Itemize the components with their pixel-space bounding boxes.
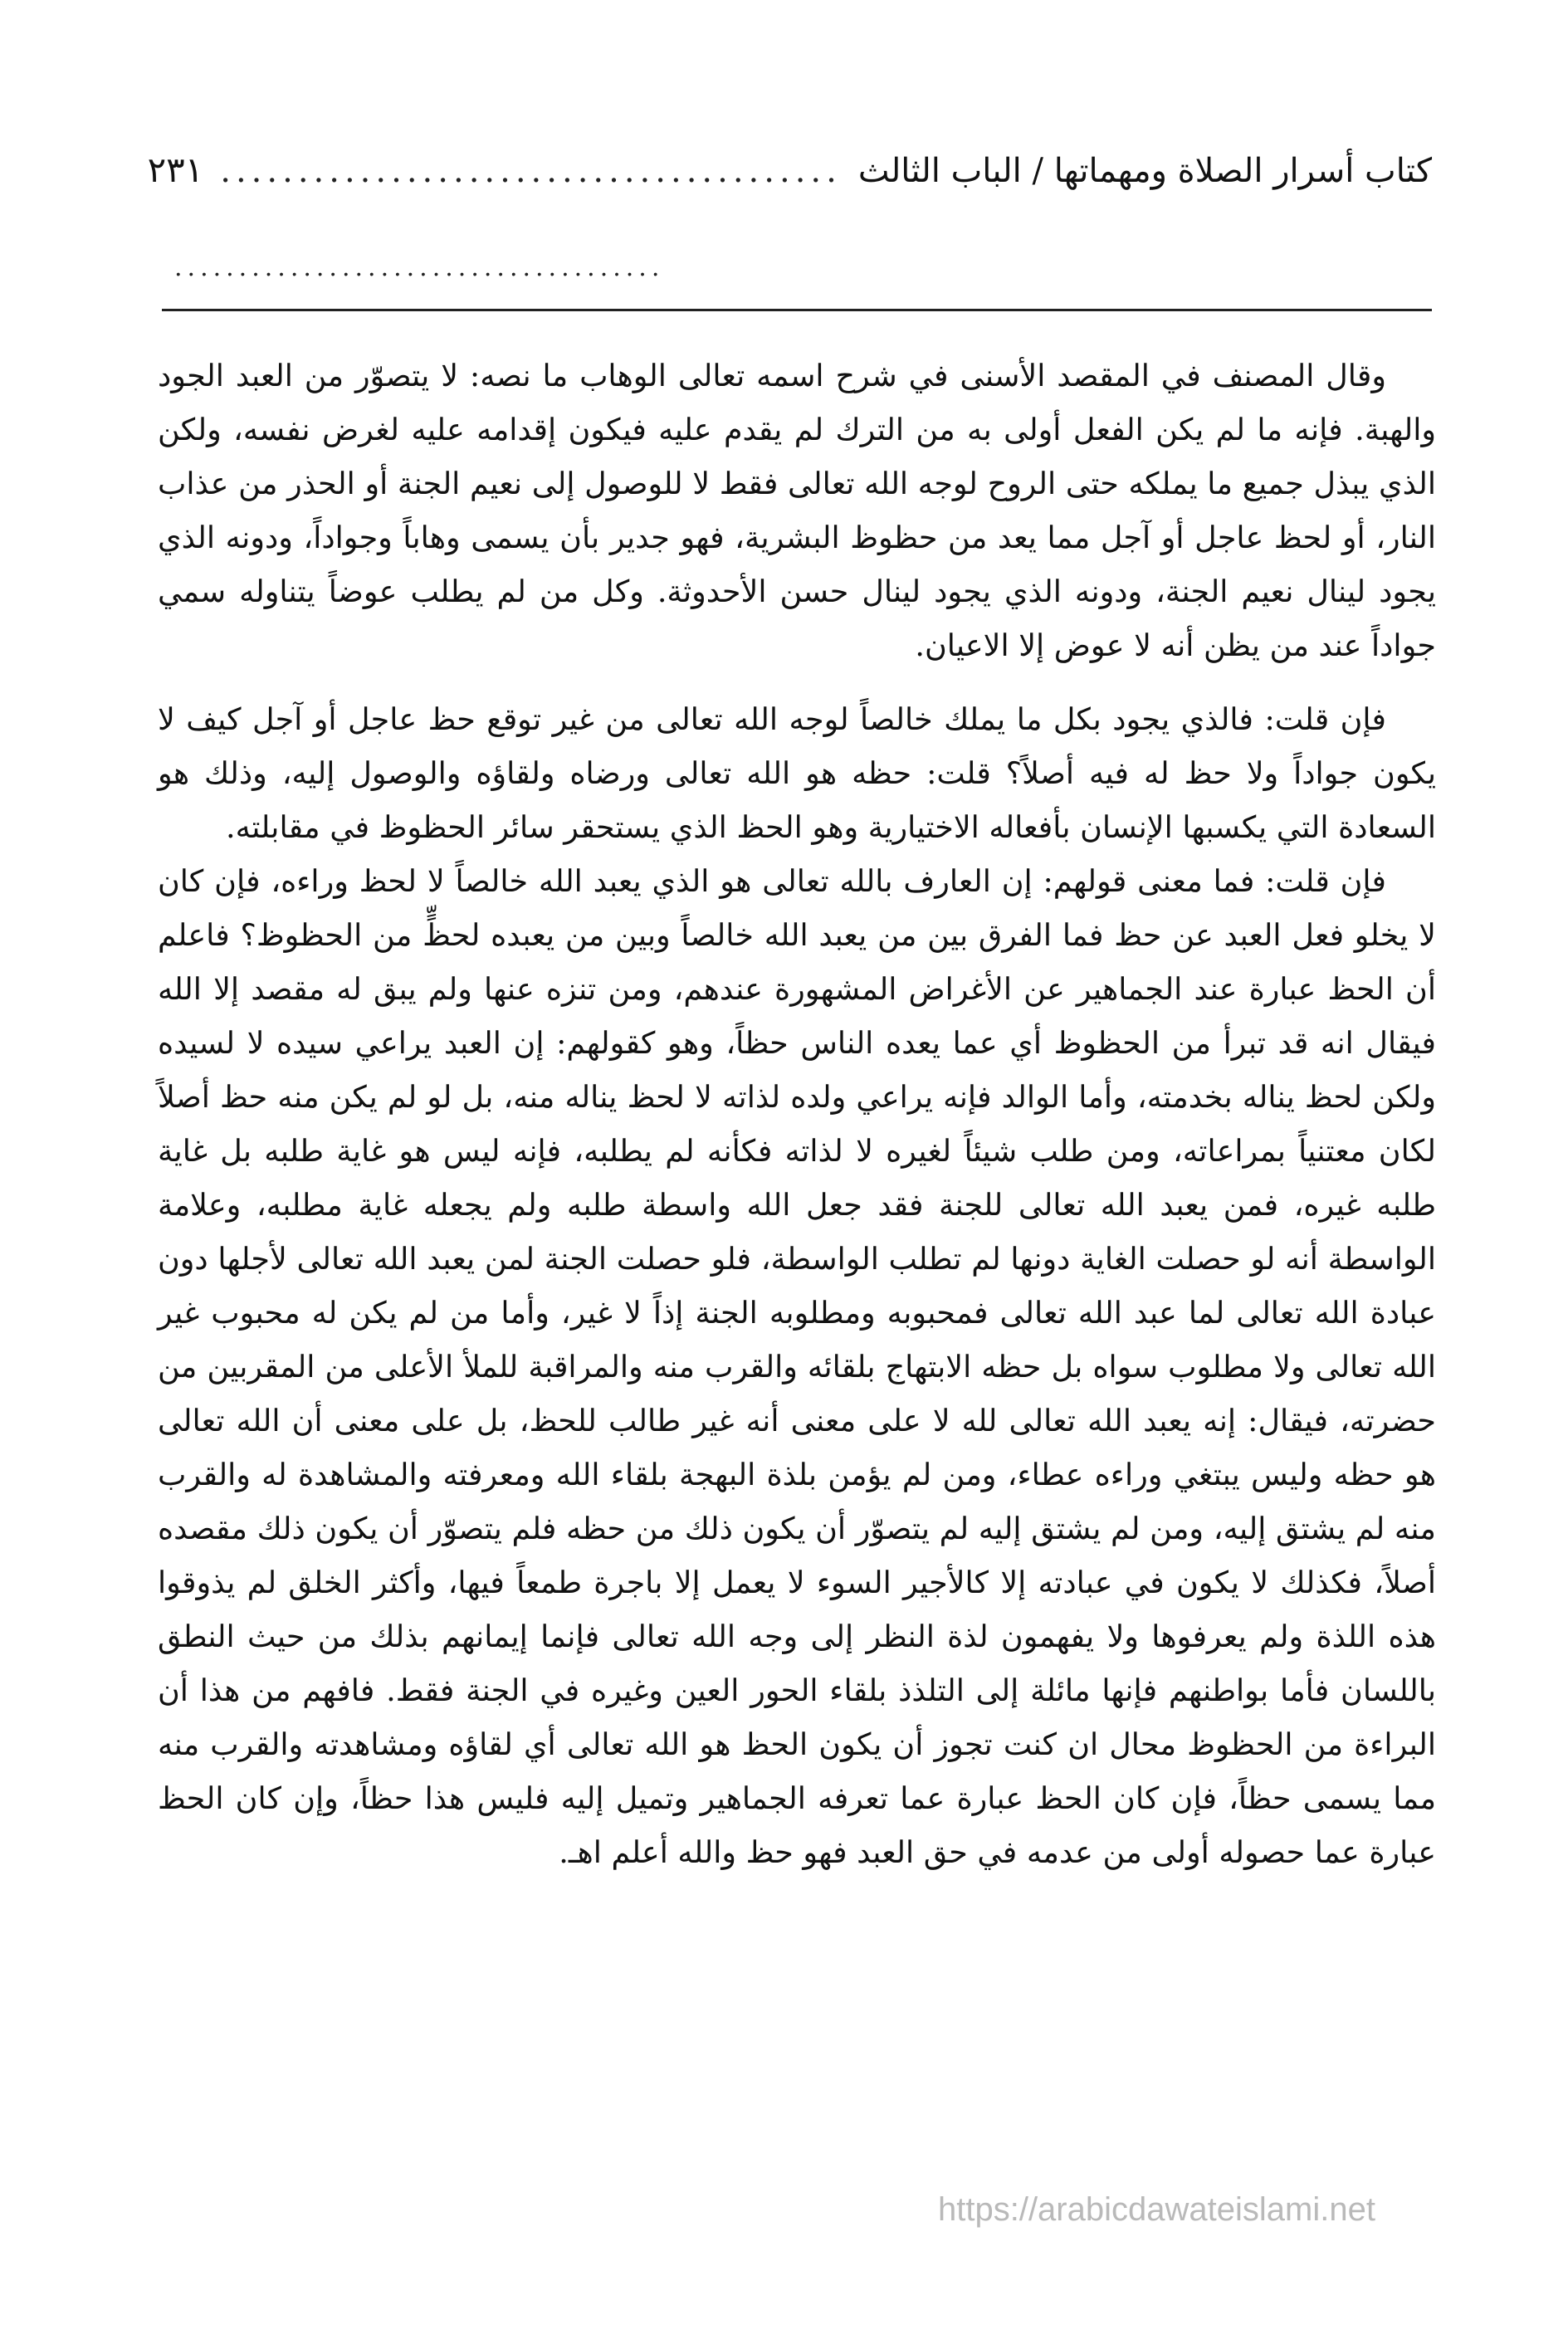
body-text — [158, 349, 1436, 1879]
paragraph-2: فإن قلت: فالذي يجود بكل ما يملك خالصاً لوجه الله تعالى من غير توقع حظ عاجل أو آجل كيف لا يكون جواداً ولا حظ له فيه أصلاً؟ قلت: حظه هو الله تعالى ورضاه ولقاؤه والوصول إليه، وذلك هو السعادة التي يكسبها الإنسان بأفعاله الاختيارية وهو الحظ الذي يستحقر سائر الحظوظ في مقابلته. — [158, 701, 1436, 845]
header-rule — [162, 309, 1432, 311]
watermark-url: https://arabicdawateislami.net — [938, 2191, 1375, 2228]
header-title: كتاب أسرار الصلاة ومهماتها / الباب الثالث — [857, 152, 1432, 190]
page-number: ٢٣١ — [147, 149, 204, 190]
paragraph-1: وقال المصنف في المقصد الأسنى في شرح اسمه تعالى الوهاب ما نصه: لا يتصوّر من العبد الجود والهبة. فإنه ما لم يكن الفعل أولى به من الترك لم يقدم عليه فيكون إقدامه عليه لغرض نفسه، ولكن الذي يبذل جميع ما يملكه حتى الروح لوجه الله تعالى فقط لا للوصول إلى نعيم الجنة أو الحذر من عذاب النار، أو لحظ عاجل أو آجل مما يعد من حظوظ البشرية، فهو جدير بأن يسمى وهاباً وجواداً، ودونه الذي يجود لينال نعيم الجنة، ودونه الذي يجود لينال حسن الأحدوثة. وكل من لم يطلب عوضاً يتناوله سمي جواداً عند من يظن أنه لا عوض إلا الاعيان. — [158, 358, 1436, 663]
paragraph-3: فإن قلت: فما معنى قولهم: إن العارف بالله تعالى هو الذي يعبد الله خالصاً لا لحظ وراءه، فإن كان لا يخلو فعل العبد عن حظ فما الفرق بين من يعبد الله خالصاً وبين من يعبده لحظٍّ من الحظوظ؟ فاعلم أن الحظ عبارة عند الجماهير عن الأغراض المشهورة عندهم، ومن تنزه عنها ولم يبق له مقصد إلا الله فيقال انه قد تبرأ من الحظوظ أي عما يعده الناس حظاً، وهو كقولهم: إن العبد يراعي سيده لا لسيده ولكن لحظ يناله بخدمته، وأما الوالد فإنه يراعي ولده لذاته لا لحظ يناله منه، بل لو لم يكن منه حظ أصلاً لكان معتنياً بمراعاته، ومن طلب شيئاً لغيره لا لذاته فكأنه لم يطلبه، فإنه ليس هو غاية طلبه بل غاية طلبه غيره، فمن يعبد الله تعالى للجنة فقد جعل الله واسطة طلبه ولم يجعله غاية مطلبه، وعلامة الواسطة أنه لو حصلت الغاية دونها لم تطلب الواسطة، فلو حصلت الجنة لمن يعبد الله تعالى لأجلها دون عبادة الله تعالى لما عبد الله تعالى فمحبوبه ومطلوبه الجنة إذاً لا غير، وأما من لم يكن له محبوب غير الله تعالى ولا مطلوب سواه بل حظه الابتهاج بلقائه والقرب منه والمراقبة للملأ الأعلى من المقربين من حضرته، فيقال: إنه يعبد الله تعالى لله لا على معنى أنه غير طالب للحظ، بل على معنى أن الله تعالى هو حظه وليس يبتغي وراءه عطاء، ومن لم يؤمن بلذة البهجة بلقاء الله ومعرفته والمشاهدة له والقرب منه لم يشتق إليه، ومن لم يشتق إليه لم يتصوّر أن يكون ذلك من حظه فلم يتصوّر أن يكون ذلك مقصده أصلاً، فكذلك لا يكون في عبادته إلا كالأجير السوء لا يعمل إلا باجرة طمعاً فيها، وأكثر الخلق لم يذوقوا هذه اللذة ولم يعرفوها ولا يفهمون لذة النظر إلى وجه الله تعالى فإنما إيمانهم بذلك من حيث النطق باللسان فأما بواطنهم فإنها مائلة إلى التلذذ بلقاء الحور العين وغيره في الجنة فقط. فافهم من هذا أن البراءة من الحظوظ محال ان كنت تجوز أن يكون الحظ هو الله تعالى أي لقاؤه ومشاهدته والقرب منه مما يسمى حظاً، فإن كان الحظ عبارة عما تعرفه الجماهير وتميل إليه فليس هذا حظاً، وإن كان الحظ عبارة عما حصوله أولى من عدمه في حق العبد فهو حظ والله أعلم اهـ. — [158, 863, 1436, 1870]
header-dot-row: ...................................... — [174, 253, 665, 282]
header-leader-dots: ........................................ — [220, 152, 842, 190]
running-header — [147, 149, 1432, 199]
